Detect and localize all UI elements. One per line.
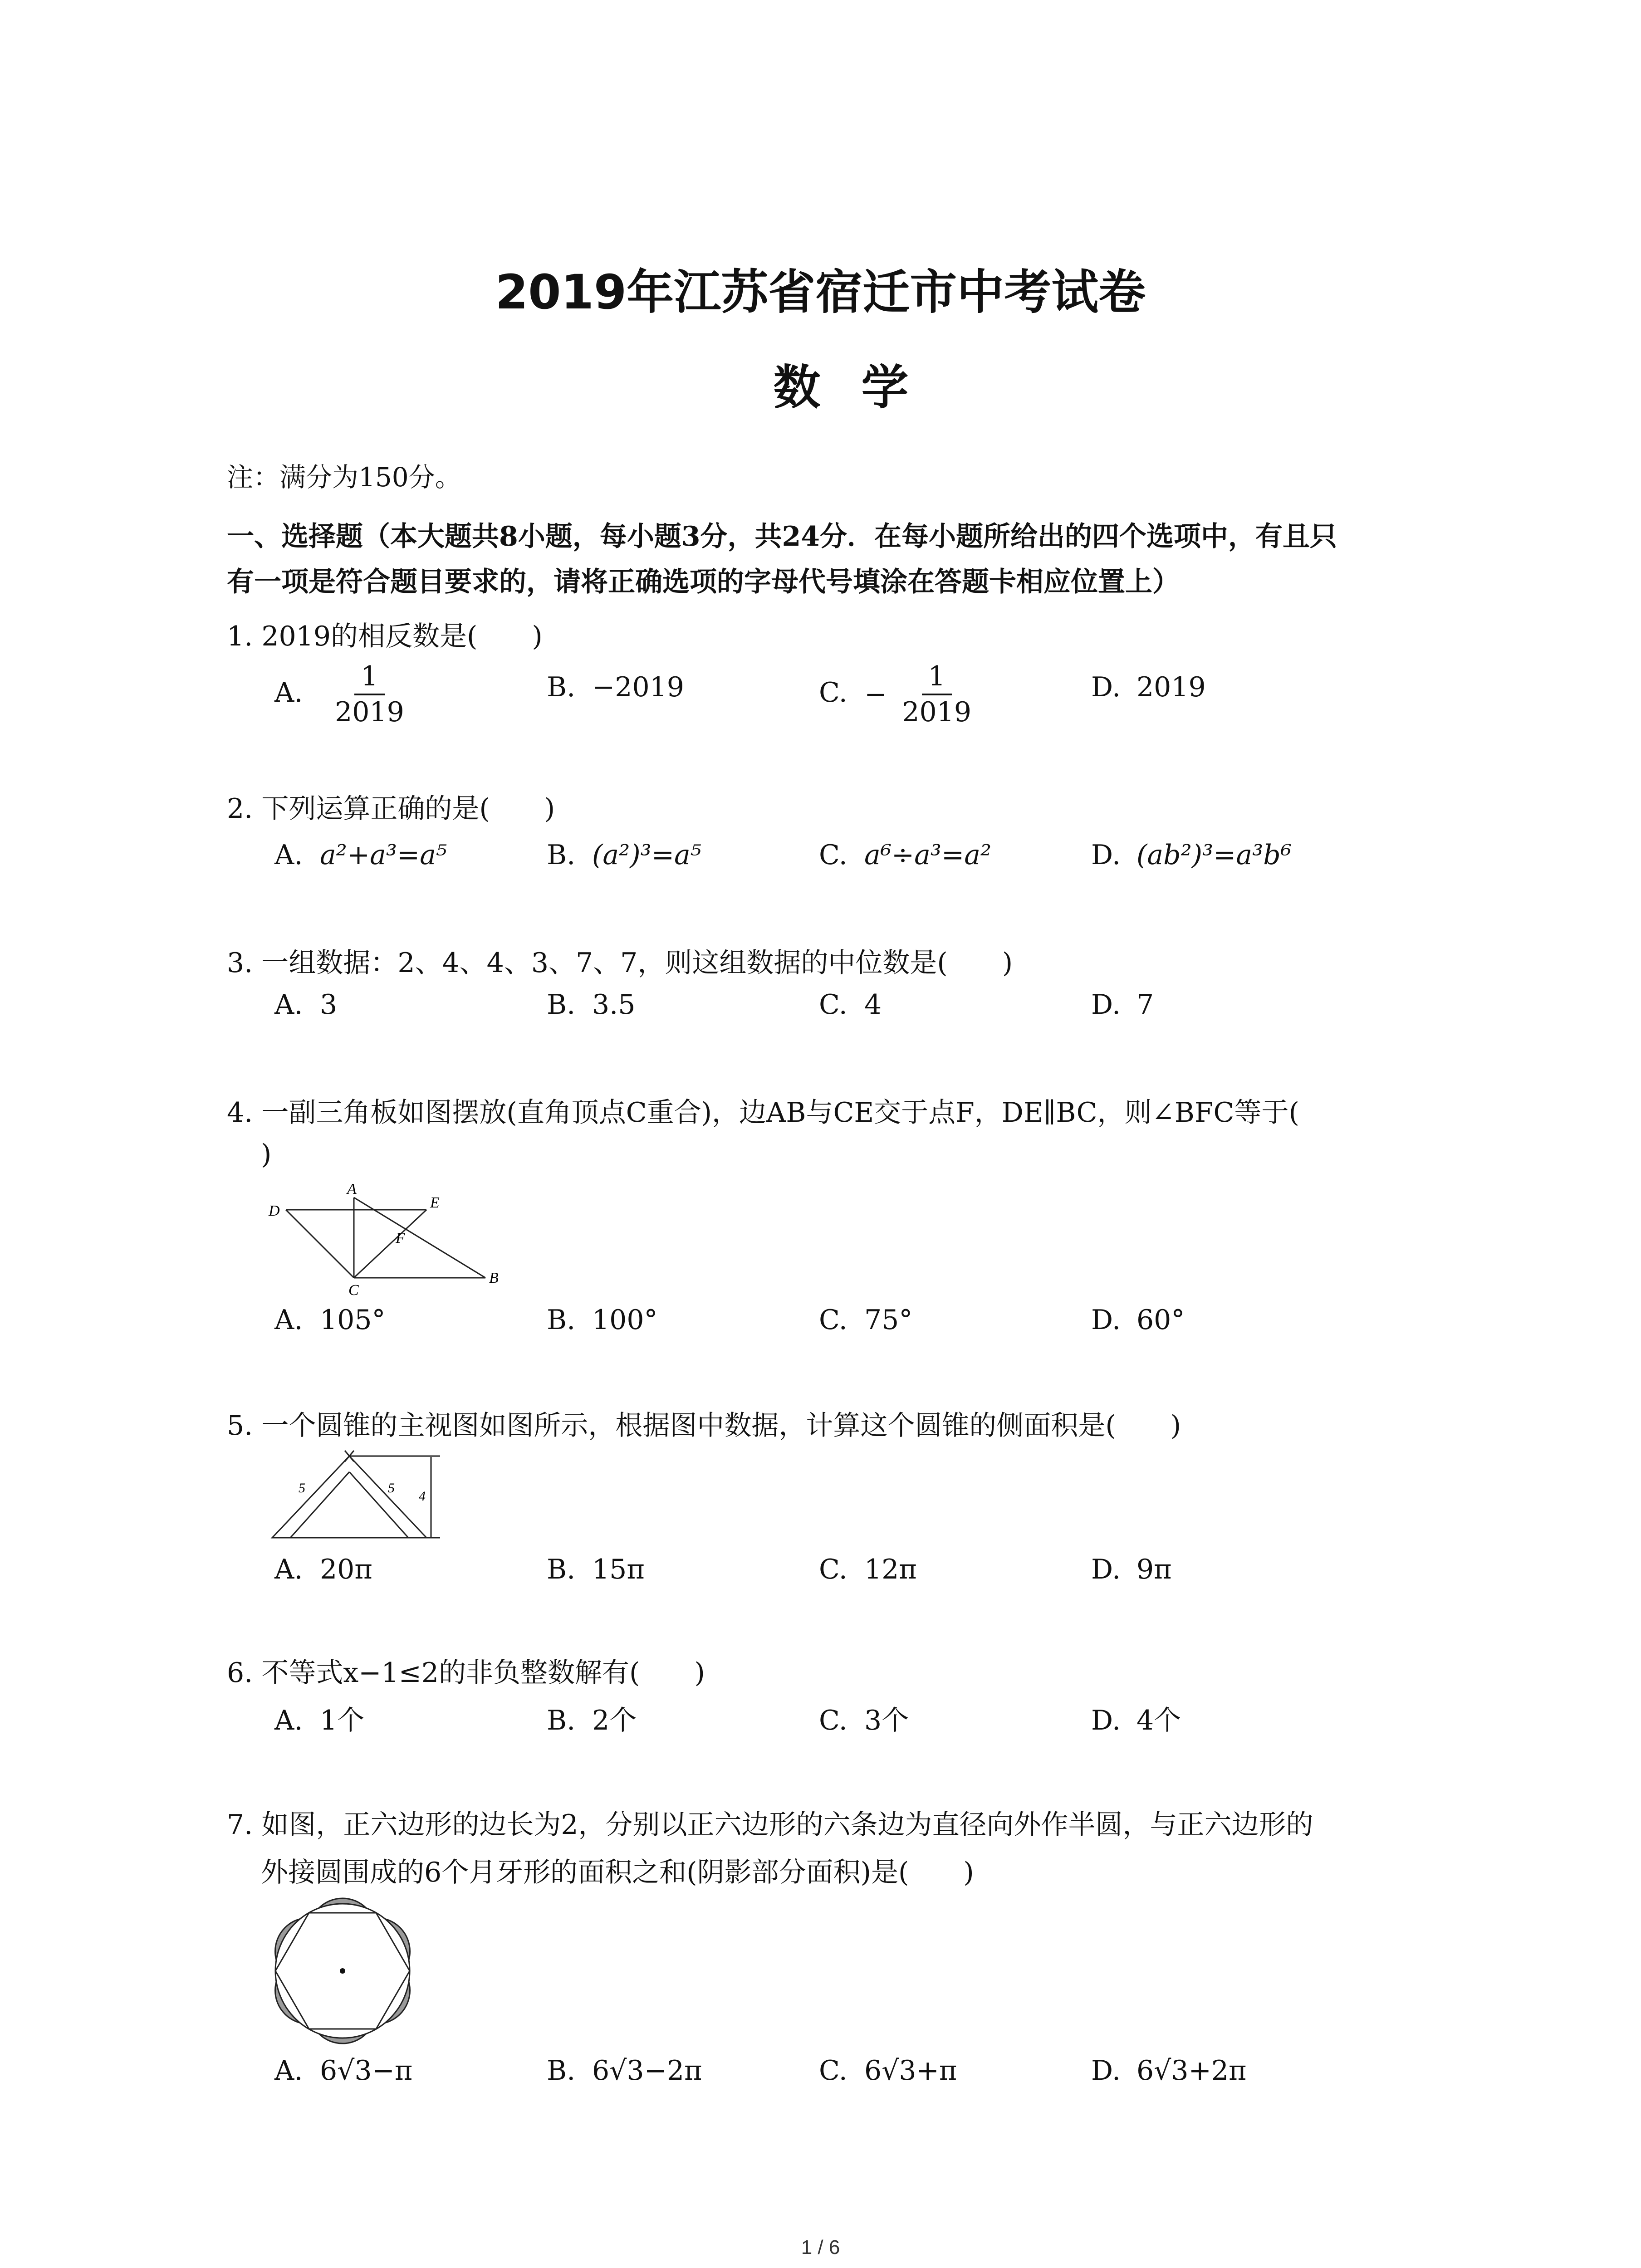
option-letter: A.: [274, 839, 303, 871]
q5-option-a[interactable]: [274, 1554, 372, 1585]
option-letter: A.: [274, 1304, 303, 1336]
option-text: 6√3+2π: [1136, 2055, 1247, 2087]
option-text: 3: [320, 989, 338, 1021]
option-letter: C.: [819, 676, 847, 709]
option-letter: A.: [274, 989, 303, 1021]
question-1-stem: 1. 2019的相反数是( ): [227, 621, 543, 652]
label-d: D: [269, 1202, 280, 1219]
option-text: 12π: [864, 1554, 917, 1585]
q7-option-b[interactable]: [547, 2055, 702, 2087]
option-letter: D.: [1091, 1705, 1121, 1736]
denominator: 2019: [902, 696, 972, 728]
q5-option-d[interactable]: [1091, 1554, 1172, 1585]
q3-option-a[interactable]: [274, 989, 337, 1021]
option-text: (a²)³=a⁵: [592, 839, 701, 871]
question-5-stem: 5. 一个圆锥的主视图如图所示，根据图中数据，计算这个圆锥的侧面积是( ): [227, 1410, 1181, 1442]
q7-option-c[interactable]: [819, 2055, 957, 2087]
option-text: 6√3+π: [864, 2055, 957, 2087]
q2-option-a[interactable]: [274, 839, 447, 871]
question-4-stem: 4. 一副三角板如图摆放(直角顶点C重合)，边AB与CE交于点F，DE∥BC，则∠BFC等于(: [227, 1097, 1299, 1129]
option-letter: C.: [819, 2055, 847, 2087]
q2-option-b[interactable]: [547, 839, 701, 871]
option-letter: B.: [547, 1705, 576, 1736]
q7-option-a[interactable]: [274, 2055, 412, 2087]
label-height: 4: [419, 1489, 426, 1504]
option-text: 7: [1136, 989, 1154, 1021]
label-slant-right: 5: [388, 1481, 395, 1496]
option-text: 105°: [320, 1304, 386, 1336]
question-2-stem: 2. 下列运算正确的是( ): [227, 793, 555, 825]
option-letter: C.: [819, 1705, 847, 1736]
option-letter: D.: [1091, 839, 1121, 871]
option-text: 3.5: [592, 989, 636, 1021]
section-heading-line2: 有一项是符合题目要求的，请将正确选项的字母代号填涂在答题卡相应位置上）: [227, 566, 1180, 598]
q3-option-d[interactable]: [1091, 989, 1154, 1021]
option-letter: A.: [274, 2055, 303, 2087]
question-6-stem: 6. 不等式x−1≤2的非负整数解有( ): [227, 1657, 705, 1689]
question-7-stem-cont: 外接圆围成的6个月牙形的面积之和(阴影部分面积)是( ): [261, 1857, 974, 1888]
q3-option-b[interactable]: [547, 989, 635, 1021]
option-letter: D.: [1091, 2055, 1121, 2087]
option-letter: C.: [819, 1554, 847, 1585]
label-e: E: [430, 1194, 440, 1211]
q6-option-a[interactable]: [274, 1699, 364, 1738]
label-slant-left: 5: [299, 1481, 305, 1496]
q5-option-b[interactable]: [547, 1554, 645, 1585]
option-letter: C.: [819, 1304, 847, 1336]
question-7-stem: 7. 如图，正六边形的边长为2，分别以正六边形的六条边为直径向外作半圆，与正六边形的: [227, 1809, 1313, 1841]
option-text: 6√3−2π: [592, 2055, 702, 2087]
q6-option-c[interactable]: [819, 1699, 909, 1738]
q1-option-c[interactable]: [819, 662, 978, 727]
label-c: C: [348, 1282, 359, 1297]
q4-option-c[interactable]: [819, 1304, 912, 1336]
q7-option-d[interactable]: [1091, 2055, 1246, 2087]
option-letter: B.: [547, 839, 576, 871]
question-4-stem-cont: ): [261, 1139, 272, 1170]
fraction: [896, 662, 978, 727]
option-text: −2019: [592, 671, 684, 703]
option-text: 6√3−π: [320, 2055, 413, 2087]
label-a: A: [347, 1184, 357, 1198]
page-number: 1 / 6: [801, 2236, 840, 2258]
option-text: a⁶÷a³=a²: [864, 839, 992, 871]
q4-option-b[interactable]: [547, 1304, 658, 1336]
section-heading-line1: 一、选择题（本大题共8小题，每小题3分，共24分．在每小题所给出的四个选项中，有且只: [227, 521, 1337, 552]
triangle-set-figure: [263, 1184, 517, 1297]
option-text: 1个: [320, 1705, 365, 1736]
q2-option-d[interactable]: [1091, 839, 1292, 871]
minus-sign: −: [864, 679, 887, 710]
option-text: 3个: [864, 1705, 909, 1736]
option-letter: A.: [274, 676, 303, 709]
q3-option-c[interactable]: [819, 989, 882, 1021]
hexagon-crescent-figure: [261, 1889, 424, 2053]
option-text: (ab²)³=a³b⁶: [1136, 839, 1292, 871]
question-3-stem: 3. 一组数据：2、4、4、3、7、7，则这组数据的中位数是( ): [227, 947, 1013, 979]
option-letter: D.: [1091, 1554, 1121, 1585]
option-letter: C.: [819, 839, 847, 871]
option-text: 4个: [1136, 1705, 1181, 1736]
q1-option-b[interactable]: [547, 671, 684, 703]
q6-option-b[interactable]: [547, 1699, 637, 1738]
option-text: a²+a³=a⁵: [320, 839, 447, 871]
option-letter: B.: [547, 989, 576, 1021]
fraction: [328, 662, 411, 727]
q6-option-d[interactable]: [1091, 1699, 1181, 1738]
option-text: 60°: [1136, 1304, 1185, 1336]
label-b: B: [489, 1270, 499, 1286]
option-letter: A.: [274, 1554, 303, 1585]
q4-option-a[interactable]: [274, 1304, 386, 1336]
cone-view-figure: [263, 1447, 454, 1551]
subject-title: 数学: [773, 360, 950, 415]
option-text: 100°: [592, 1304, 658, 1336]
score-note: 注：满分为150分。: [227, 462, 461, 493]
option-letter: B.: [547, 1304, 576, 1336]
q5-option-c[interactable]: [819, 1554, 917, 1585]
option-letter: D.: [1091, 989, 1121, 1021]
option-letter: D.: [1091, 1304, 1121, 1336]
q4-option-d[interactable]: [1091, 1304, 1185, 1336]
option-text: 9π: [1136, 1554, 1172, 1585]
numerator: 1: [354, 662, 384, 695]
option-text: 20π: [320, 1554, 372, 1585]
q2-option-c[interactable]: [819, 839, 991, 871]
option-text: 2个: [592, 1705, 637, 1736]
q1-option-d[interactable]: [1091, 671, 1206, 703]
option-letter: B.: [547, 671, 576, 703]
label-f: F: [396, 1230, 405, 1246]
numerator: 1: [922, 662, 952, 695]
option-letter: A.: [274, 1705, 303, 1736]
option-letter: B.: [547, 1554, 576, 1585]
option-text: 4: [864, 989, 882, 1021]
option-letter: D.: [1091, 671, 1121, 703]
denominator: 2019: [335, 696, 404, 728]
option-letter: C.: [819, 989, 847, 1021]
option-text: 15π: [592, 1554, 645, 1585]
q1-option-a[interactable]: [274, 662, 411, 727]
page-title: 2019年江苏省宿迁市中考试卷: [495, 264, 1146, 320]
option-text: 75°: [864, 1304, 913, 1336]
option-text: 2019: [1136, 671, 1206, 703]
option-letter: B.: [547, 2055, 576, 2087]
